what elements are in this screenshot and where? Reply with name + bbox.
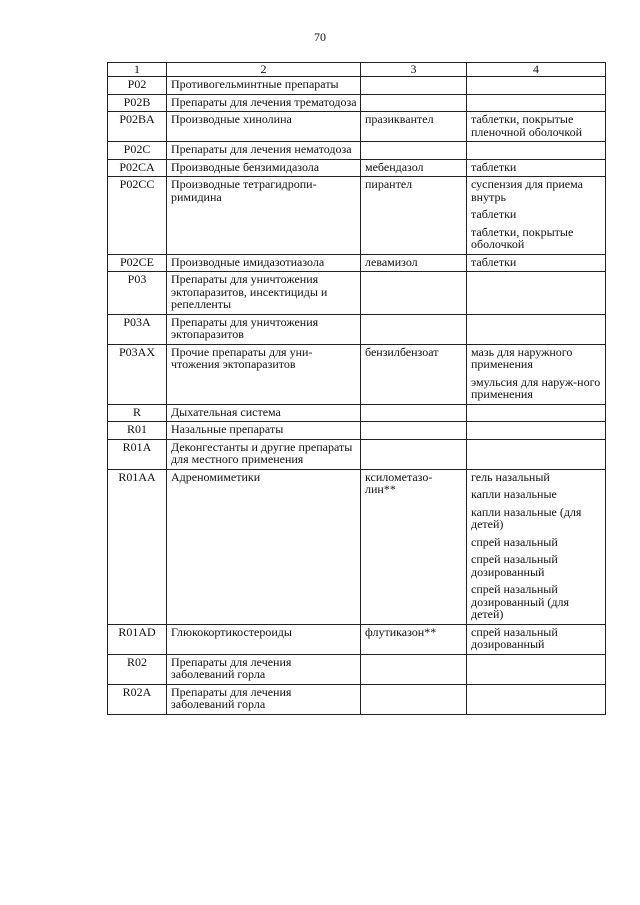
dosage-forms-cell bbox=[467, 159, 606, 177]
group-name-cell: Адреномиметики bbox=[167, 469, 361, 624]
substance-cell: празиквантел bbox=[361, 112, 467, 142]
dosage-form-item: таблетки, покрытые пленочной оболочкой bbox=[471, 112, 583, 139]
dosage-form-item: спрей назальный дозированный bbox=[471, 552, 558, 579]
atc-code-cell: P02CE bbox=[108, 254, 167, 272]
substance-cell: ксилометазо-лин** bbox=[361, 469, 467, 624]
table-row bbox=[108, 272, 606, 315]
substance-cell bbox=[361, 314, 467, 344]
dosage-forms-cell bbox=[467, 254, 606, 272]
dosage-forms-cell bbox=[467, 112, 606, 142]
substance-cell: пирантел bbox=[361, 177, 467, 255]
atc-code-cell: P02B bbox=[108, 94, 167, 112]
table-row bbox=[108, 624, 606, 654]
dosage-forms-cell bbox=[467, 314, 606, 344]
dosage-form-item: гель назальный bbox=[471, 469, 550, 484]
group-name-cell: Производные тетрагидропи-римидина bbox=[167, 177, 361, 255]
substance-cell bbox=[361, 77, 467, 95]
dosage-form-item: спрей назальный bbox=[471, 534, 558, 549]
dosage-forms-cell bbox=[467, 624, 606, 654]
atc-code-cell: P03 bbox=[108, 272, 167, 315]
group-name-cell: Назальные препараты bbox=[167, 422, 361, 440]
dosage-forms-cell bbox=[467, 684, 606, 714]
atc-code-cell: P02BA bbox=[108, 112, 167, 142]
table-row bbox=[108, 177, 606, 255]
substance-cell: мебендазол bbox=[361, 159, 467, 177]
substance-cell: левамизол bbox=[361, 254, 467, 272]
group-name-cell: Препараты для уничтожения эктопаразитов bbox=[167, 314, 361, 344]
group-name-cell: Препараты для лечения трематодоза bbox=[167, 94, 361, 112]
table-row bbox=[108, 94, 606, 112]
table-row bbox=[108, 439, 606, 469]
drug-table bbox=[107, 62, 606, 715]
dosage-form-item: эмульсия для наруж-ного применения bbox=[471, 374, 601, 401]
column-header-4: 4 bbox=[467, 63, 606, 77]
dosage-forms-cell bbox=[467, 94, 606, 112]
dosage-form-item: таблетки bbox=[471, 207, 517, 221]
dosage-forms-cell bbox=[467, 654, 606, 684]
dosage-form-item: таблетки bbox=[471, 254, 517, 269]
group-name-cell: Препараты для уничтожения эктопаразитов, инсектициды и репелленты bbox=[167, 272, 361, 315]
atc-code-cell: P02 bbox=[108, 77, 167, 95]
group-name-cell: Препараты для лечения заболеваний горла bbox=[167, 654, 361, 684]
dosage-forms-cell bbox=[467, 177, 606, 255]
table-row bbox=[108, 314, 606, 344]
table-row bbox=[108, 469, 606, 624]
table-row bbox=[108, 404, 606, 422]
page-number: 70 bbox=[314, 30, 326, 44]
column-header-1: 1 bbox=[108, 63, 167, 77]
substance-cell bbox=[361, 439, 467, 469]
dosage-form-item: таблетки, покрытые оболочкой bbox=[471, 224, 574, 251]
column-header-2: 2 bbox=[167, 63, 361, 77]
atc-code-cell: R02A bbox=[108, 684, 167, 714]
atc-code-cell: R01 bbox=[108, 422, 167, 440]
group-name-cell: Производные хинолина bbox=[167, 112, 361, 142]
table-row bbox=[108, 142, 606, 160]
substance-cell bbox=[361, 94, 467, 112]
table-row bbox=[108, 422, 606, 440]
substance-cell bbox=[361, 654, 467, 684]
group-name-cell: Препараты для лечения заболеваний горла bbox=[167, 684, 361, 714]
dosage-forms-cell bbox=[467, 344, 606, 404]
table-row bbox=[108, 112, 606, 142]
substance-cell bbox=[361, 272, 467, 315]
group-name-cell: Деконгестанты и другие препараты для местного применения bbox=[167, 439, 361, 469]
dosage-form-item: мазь для наружного применения bbox=[471, 344, 573, 371]
dosage-form-item: спрей назальный дозированный (для детей) bbox=[471, 582, 570, 621]
header-row bbox=[108, 63, 606, 77]
atc-code-cell: P02CC bbox=[108, 177, 167, 255]
group-name-cell: Глюкокортикостероиды bbox=[167, 624, 361, 654]
table-row bbox=[108, 344, 606, 404]
atc-code-cell: R02 bbox=[108, 654, 167, 684]
group-name-cell: Производные бензимидазола bbox=[167, 159, 361, 177]
substance-cell: бензилбензоат bbox=[361, 344, 467, 404]
dosage-forms-cell bbox=[467, 439, 606, 469]
dosage-form-item: суспензия для приема внутрь bbox=[471, 177, 583, 204]
group-name-cell: Противогельминтные препараты bbox=[167, 77, 361, 95]
group-name-cell: Препараты для лечения нематодоза bbox=[167, 142, 361, 160]
atc-code-cell: P02C bbox=[108, 142, 167, 160]
atc-code-cell: R bbox=[108, 404, 167, 422]
table-row bbox=[108, 684, 606, 714]
atc-code-cell: P02CA bbox=[108, 159, 167, 177]
atc-code-cell: P03AX bbox=[108, 344, 167, 404]
dosage-forms-cell bbox=[467, 272, 606, 315]
dosage-forms-cell bbox=[467, 77, 606, 95]
group-name-cell: Дыхательная система bbox=[167, 404, 361, 422]
atc-code-cell: R01A bbox=[108, 439, 167, 469]
dosage-form-item: капли назальные (для детей) bbox=[471, 504, 582, 531]
atc-code-cell: P03A bbox=[108, 314, 167, 344]
dosage-forms-cell bbox=[467, 422, 606, 440]
table-body bbox=[108, 77, 606, 715]
dosage-form-item: таблетки bbox=[471, 159, 517, 174]
group-name-cell: Прочие препараты для уни-чтожения эктопаразитов bbox=[167, 344, 361, 404]
substance-cell bbox=[361, 422, 467, 440]
substance-cell: флутиказон** bbox=[361, 624, 467, 654]
substance-cell bbox=[361, 684, 467, 714]
table-row bbox=[108, 654, 606, 684]
table-row bbox=[108, 254, 606, 272]
dosage-form-item: спрей назальный дозированный bbox=[471, 624, 558, 651]
column-header-3: 3 bbox=[361, 63, 467, 77]
dosage-form-item: капли назальные bbox=[471, 487, 557, 501]
dosage-forms-cell bbox=[467, 142, 606, 160]
atc-code-cell: R01AA bbox=[108, 469, 167, 624]
substance-cell bbox=[361, 404, 467, 422]
group-name-cell: Производные имидазотиазола bbox=[167, 254, 361, 272]
dosage-forms-cell bbox=[467, 469, 606, 624]
table-row bbox=[108, 77, 606, 95]
dosage-forms-cell bbox=[467, 404, 606, 422]
table-row bbox=[108, 159, 606, 177]
substance-cell bbox=[361, 142, 467, 160]
atc-code-cell: R01AD bbox=[108, 624, 167, 654]
